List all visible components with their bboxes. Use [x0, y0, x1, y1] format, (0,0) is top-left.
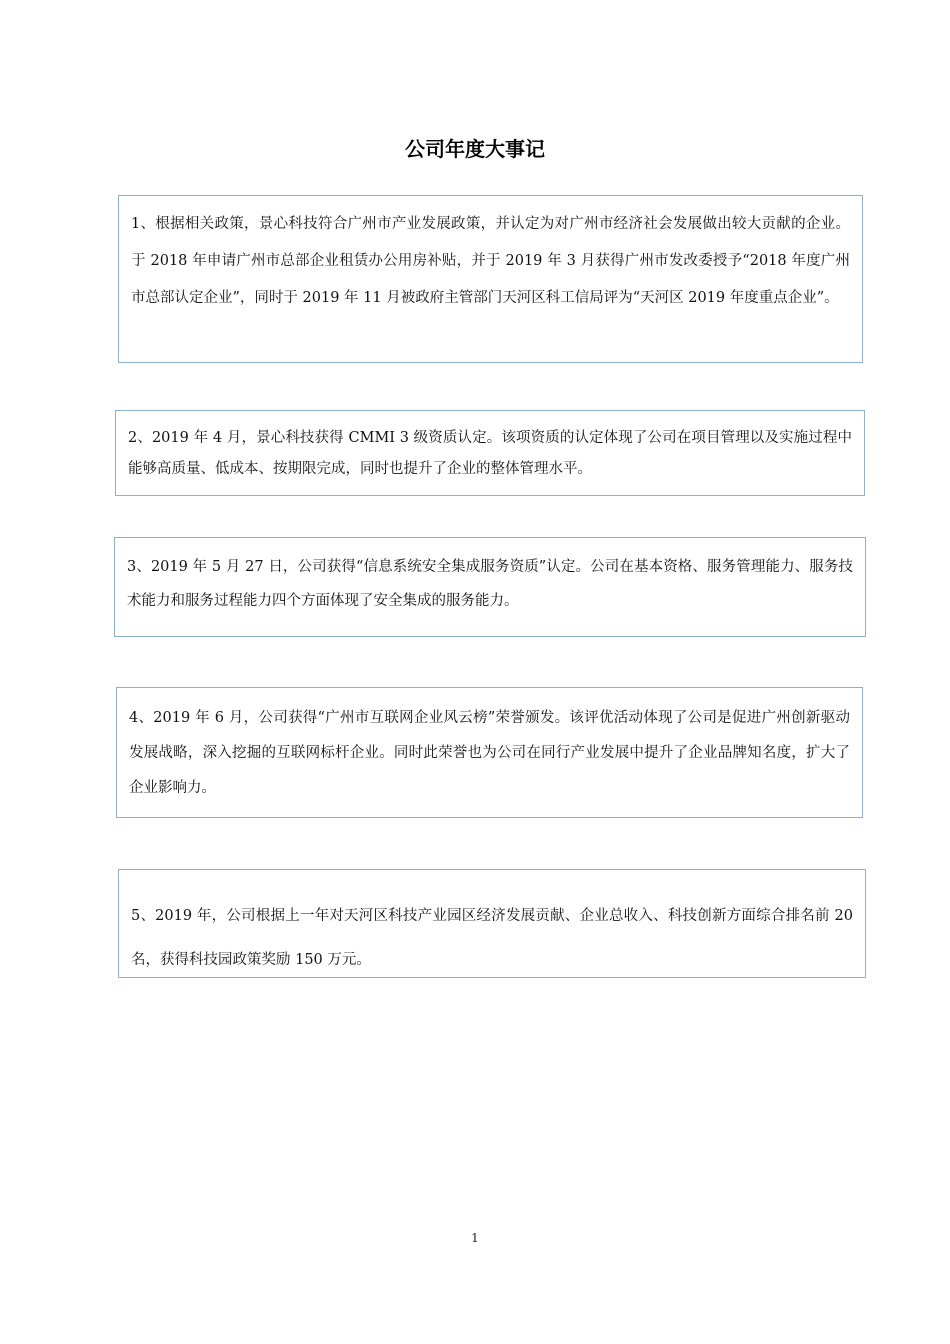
event-box-1: [118, 195, 863, 363]
event-text-1: 1、根据相关政策，景心科技符合广州市产业发展政策，并认定为对广州市经济社会发展做出较大贡献的企业。于 2018 年申请广州市总部企业租赁办公用房补贴，并于 2019 年 3 月获得广州市发改委授予“2018 年度广州市总部认定企业”，同时于 2019 年 11 月被政府主管部门天河区科工信局评为“天河区 2019 年度重点企业”。: [131, 216, 850, 306]
event-box-3: [114, 537, 866, 637]
page-title: 公司年度大事记: [405, 137, 545, 161]
event-text-2: 2、2019 年 4 月，景心科技获得 CMMI 3 级资质认定。该项资质的认定体现了公司在项目管理以及实施过程中能够高质量、低成本、按期限完成，同时也提升了企业的整体管理水平。: [128, 430, 852, 477]
event-text-3: 3、2019 年 5 月 27 日，公司获得“信息系统安全集成服务资质”认定。公司在基本资格、服务管理能力、服务技术能力和服务过程能力四个方面体现了安全集成的服务能力。: [127, 559, 853, 609]
event-box-4: [116, 687, 863, 818]
event-box-5: [118, 869, 866, 978]
event-box-2: [115, 410, 865, 496]
event-text-4: 4、2019 年 6 月，公司获得“广州市互联网企业风云榜”荣誉颁发。该评优活动体现了公司是促进广州创新驱动发展战略，深入挖掘的互联网标杆企业。同时此荣誉也为公司在同行产业发展中提升了企业品牌知名度，扩大了企业影响力。: [129, 710, 850, 796]
page-number: 1: [471, 1231, 479, 1245]
event-text-5: 5、2019 年，公司根据上一年对天河区科技产业园区经济发展贡献、企业总收入、科技创新方面综合排名前 20 名，获得科技园政策奖励 150 万元。: [131, 908, 853, 968]
